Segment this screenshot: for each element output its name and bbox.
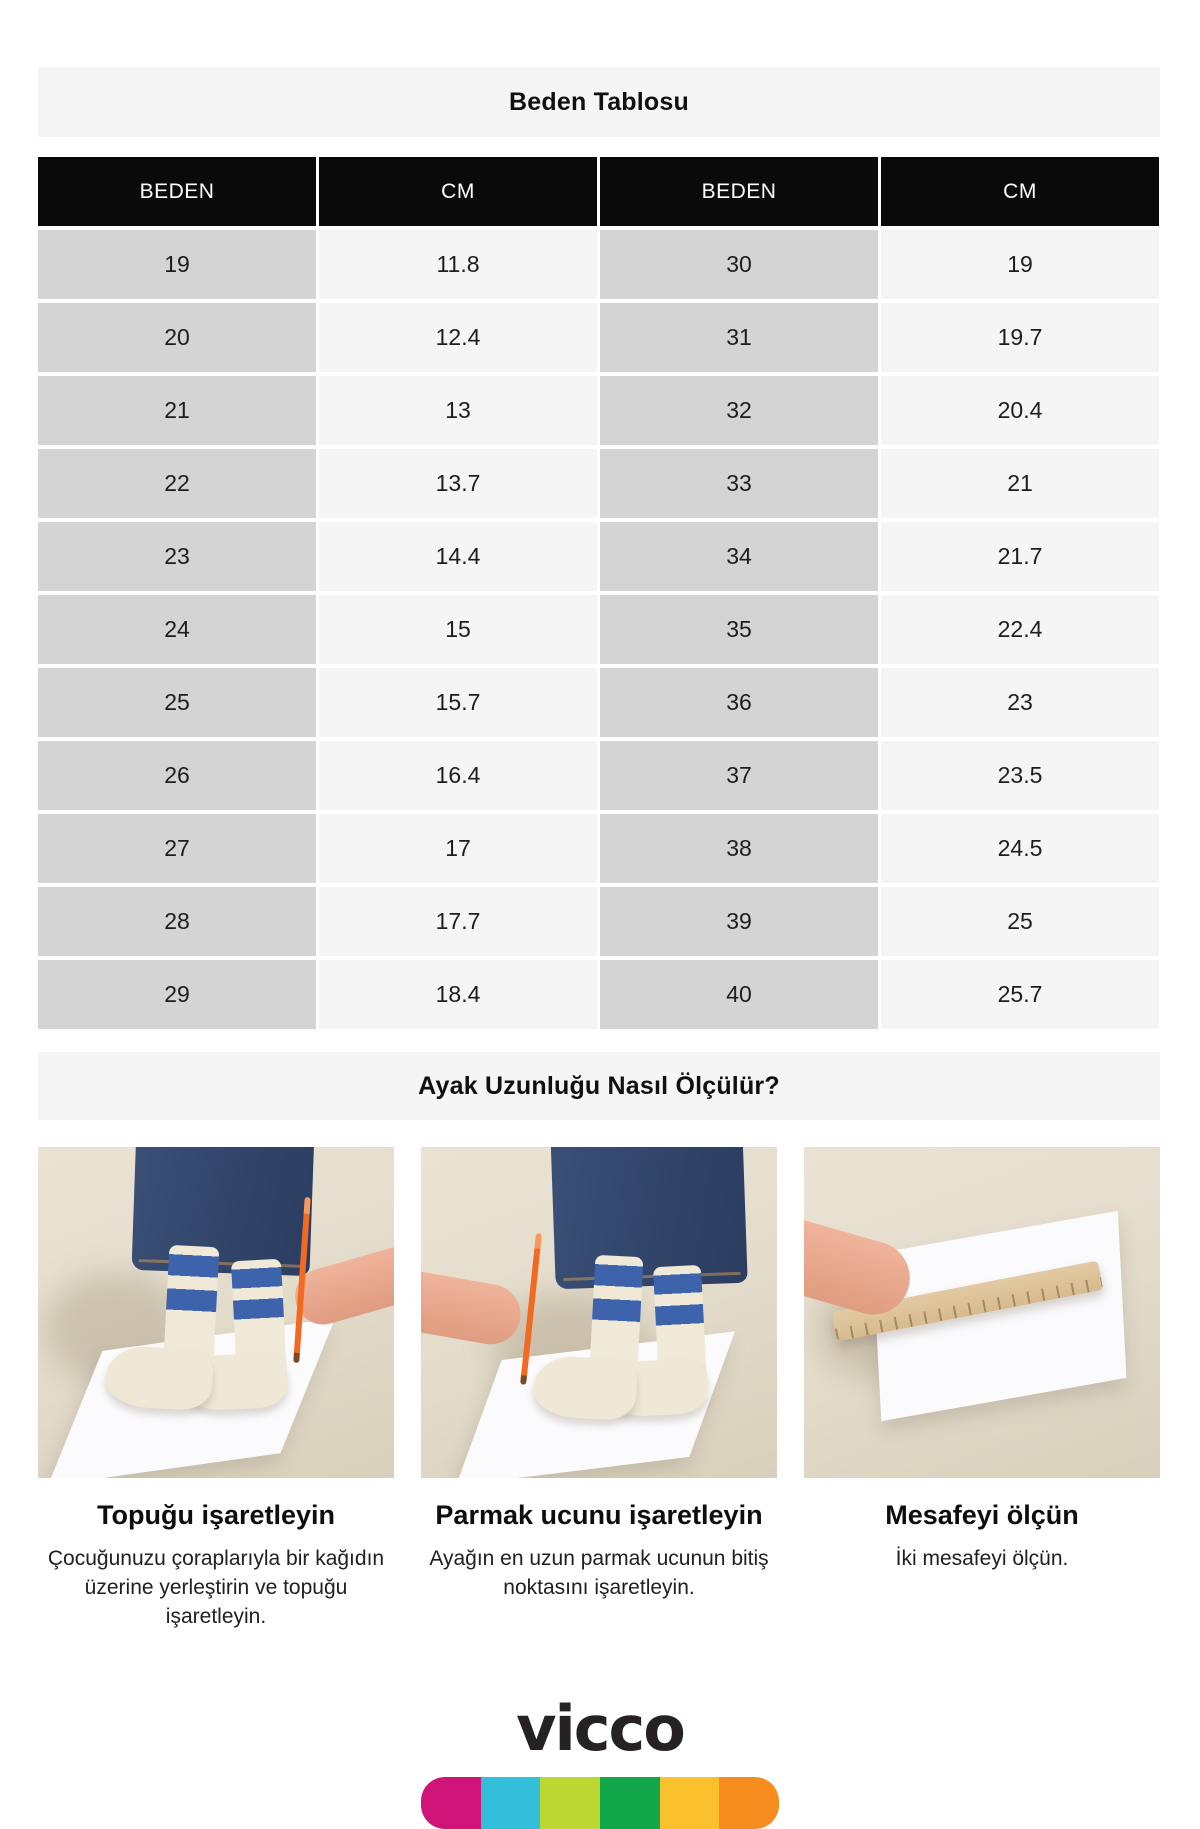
cell-beden-value: 22 <box>38 449 316 518</box>
cell-cm-value: 25 <box>881 887 1159 956</box>
cell-cm-value: 17 <box>319 814 597 883</box>
rainbow-bar <box>421 1777 779 1829</box>
adult-hand <box>421 1269 525 1349</box>
cell-beden-value: 40 <box>600 960 878 1029</box>
cell-cm-value: 15.7 <box>319 668 597 737</box>
jeans-legs <box>550 1147 748 1289</box>
cell-cm-value: 23.5 <box>881 741 1159 810</box>
cell-beden-value: 35 <box>600 595 878 664</box>
cell-cm-value: 14.4 <box>319 522 597 591</box>
table-header-cell: CM <box>319 157 597 226</box>
cell-beden-value: 29 <box>38 960 316 1029</box>
vicco-logo: vicco <box>516 1692 684 1765</box>
rainbow-segment <box>421 1777 481 1829</box>
step-mark-heel <box>38 1500 394 1632</box>
cell-beden-value: 36 <box>600 668 878 737</box>
cell-beden-value: 26 <box>38 741 316 810</box>
howto-title: Ayak Uzunluğu Nasıl Ölçülür? <box>418 1071 780 1100</box>
cell-cm-value: 24.5 <box>881 814 1159 883</box>
step-description: İki mesafeyi ölçün. <box>895 1547 1069 1570</box>
rainbow-segment <box>600 1777 660 1829</box>
photo-mark-toe <box>421 1147 777 1478</box>
size-table-title-bar <box>38 67 1160 137</box>
step-description: Çocuğunuzu çoraplarıyla bir kağıdın üzerine yerleştirin ve topuğu işaretleyin. <box>47 1547 385 1628</box>
size-table <box>38 157 1159 1029</box>
cell-beden-value: 31 <box>600 303 878 372</box>
cell-beden-value: 27 <box>38 814 316 883</box>
child-sock-back <box>653 1265 707 1387</box>
howto-steps <box>38 1500 1160 1632</box>
cell-beden-value: 23 <box>38 522 316 591</box>
cell-beden-value: 38 <box>600 814 878 883</box>
photo-measure-distance <box>804 1147 1160 1478</box>
cell-cm-value: 13.7 <box>319 449 597 518</box>
cell-cm-value: 12.4 <box>319 303 597 372</box>
cell-cm-value: 15 <box>319 595 597 664</box>
table-header-cell: BEDEN <box>38 157 316 226</box>
cell-beden-value: 32 <box>600 376 878 445</box>
child-sock-back <box>231 1258 287 1380</box>
cell-beden-value: 33 <box>600 449 878 518</box>
cell-beden-value: 19 <box>38 230 316 299</box>
cell-cm-value: 25.7 <box>881 960 1159 1029</box>
cell-cm-value: 21 <box>881 449 1159 518</box>
step-title: Topuğu işaretleyin <box>96 1500 336 1530</box>
cell-cm-value: 18.4 <box>319 960 597 1029</box>
cell-beden-value: 39 <box>600 887 878 956</box>
cell-cm-value: 13 <box>319 376 597 445</box>
table-header-cell: BEDEN <box>600 157 878 226</box>
table-header-cell: CM <box>881 157 1159 226</box>
cell-beden-value: 25 <box>38 668 316 737</box>
step-title: Mesafeyi ölçün <box>885 1500 1079 1530</box>
step-mark-toe <box>421 1500 777 1632</box>
child-sock-front <box>588 1255 643 1390</box>
step-measure-distance <box>804 1500 1160 1632</box>
cell-cm-value: 21.7 <box>881 522 1159 591</box>
howto-title-bar <box>38 1052 1160 1120</box>
cell-cm-value: 23 <box>881 668 1159 737</box>
cell-cm-value: 20.4 <box>881 376 1159 445</box>
cell-beden-value: 24 <box>38 595 316 664</box>
cell-cm-value: 22.4 <box>881 595 1159 664</box>
step-title: Parmak ucunu işaretleyin <box>435 1500 763 1530</box>
cell-beden-value: 21 <box>38 376 316 445</box>
cell-cm-value: 17.7 <box>319 887 597 956</box>
cell-beden-value: 20 <box>38 303 316 372</box>
step-description: Ayağın en uzun parmak ucunun bitiş noktasını işaretleyin. <box>429 1547 769 1599</box>
rainbow-segment <box>660 1777 720 1829</box>
cell-cm-value: 16.4 <box>319 741 597 810</box>
cell-cm-value: 11.8 <box>319 230 597 299</box>
cell-beden-value: 37 <box>600 741 878 810</box>
howto-photos <box>38 1147 1160 1478</box>
rainbow-segment <box>719 1777 779 1829</box>
photo-mark-heel <box>38 1147 394 1478</box>
cell-cm-value: 19 <box>881 230 1159 299</box>
child-sock-front <box>163 1245 220 1380</box>
jeans-legs <box>132 1147 315 1276</box>
cell-cm-value: 19.7 <box>881 303 1159 372</box>
rainbow-segment <box>481 1777 541 1829</box>
rainbow-segment <box>540 1777 600 1829</box>
cell-beden-value: 28 <box>38 887 316 956</box>
size-table-title: Beden Tablosu <box>509 87 689 116</box>
cell-beden-value: 34 <box>600 522 878 591</box>
cell-beden-value: 30 <box>600 230 878 299</box>
